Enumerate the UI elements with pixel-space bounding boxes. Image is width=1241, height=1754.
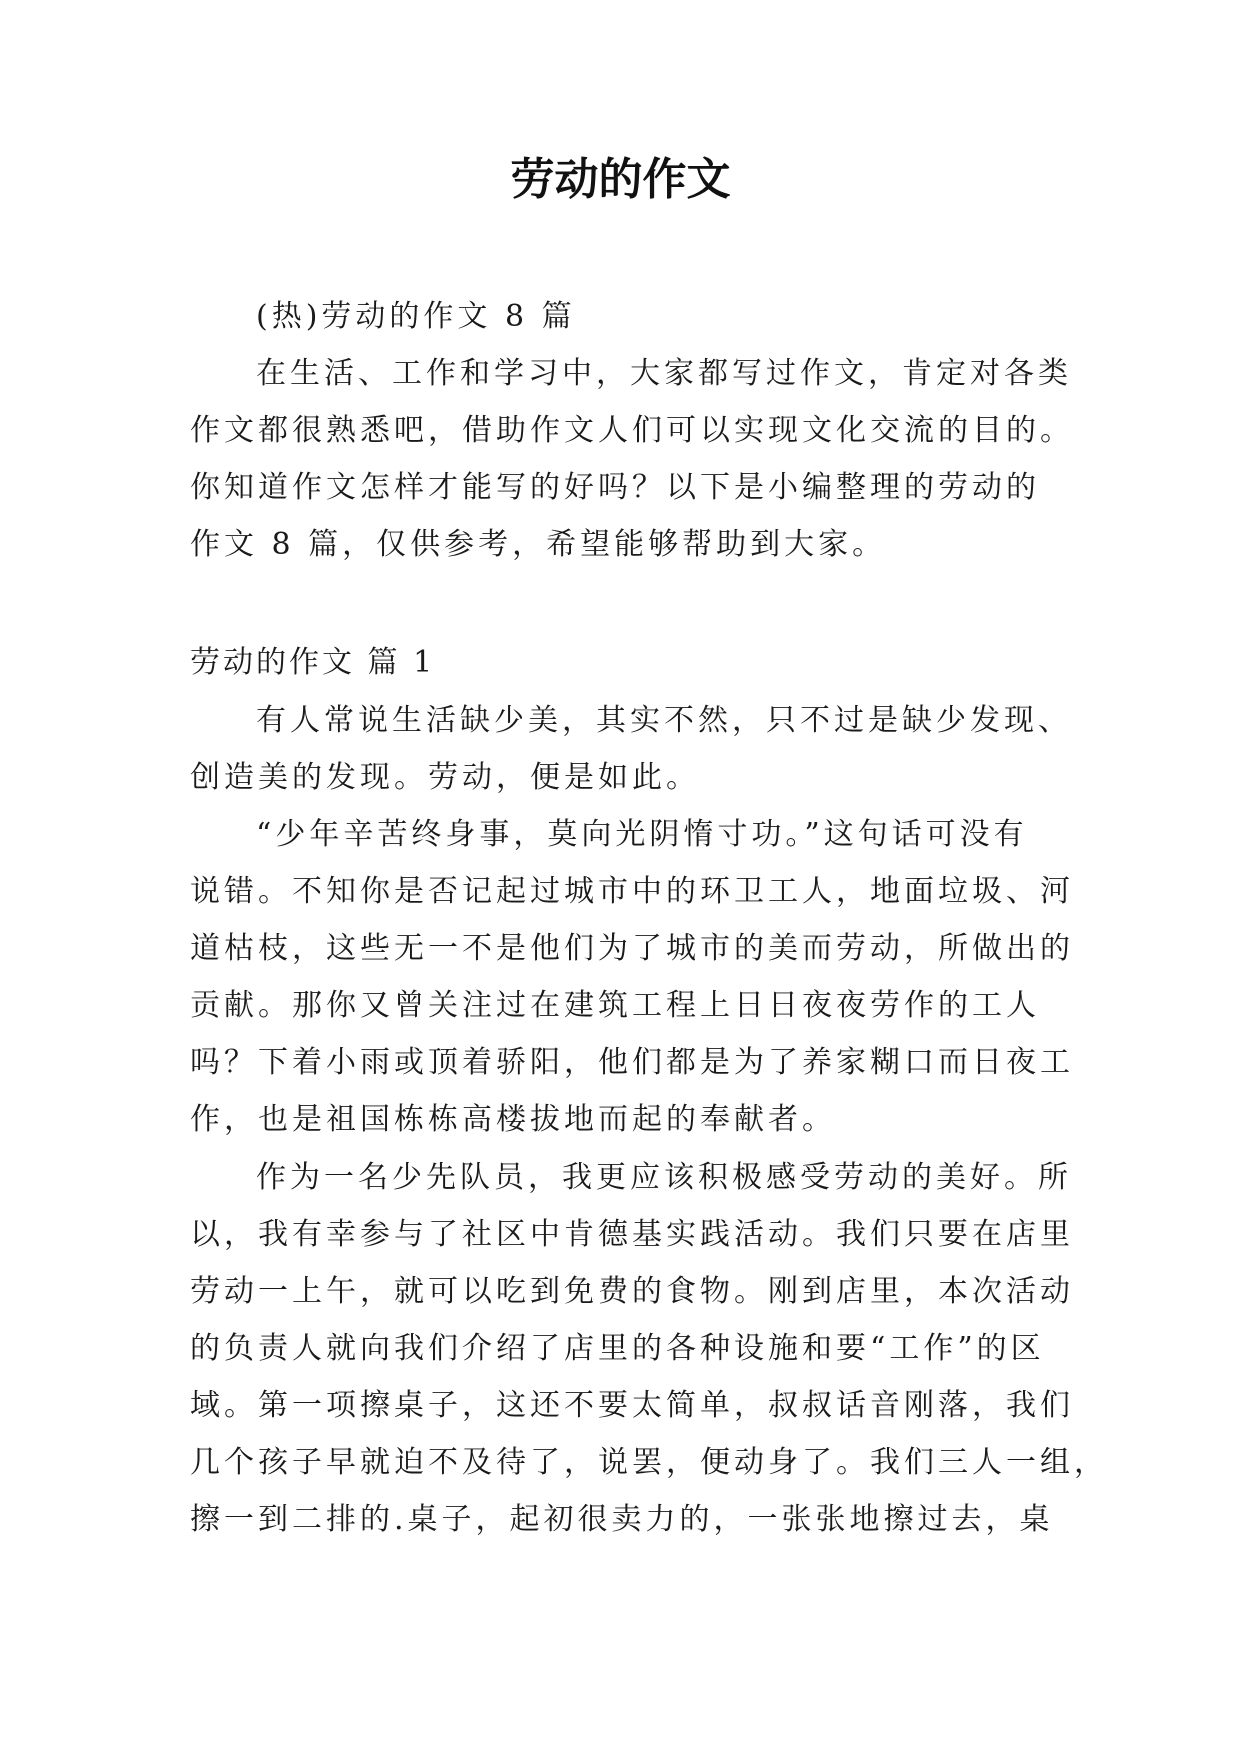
body-line: 劳动一上午，就可以吃到免费的食物。刚到店里，本次活动 [190,1274,1074,1309]
body-line: 贡献。那你又曾关注过在建筑工程上日日夜夜劳作的工人 [190,988,1040,1023]
body-line: 作为一名少先队员，我更应该积极感受劳动的美好。所 [256,1160,1072,1195]
body-line: 有人常说生活缺少美，其实不然，只不过是缺少发现、 [256,703,1072,738]
body-line: 作，也是祖国栋栋高楼拔地而起的奉献者。 [190,1102,836,1137]
body-line: “少年辛苦终身事，莫向光阴惰寸功。”这句话可没有 [256,817,1028,852]
body-line: 创造美的发现。劳动，便是如此。 [190,760,700,795]
document-title: 劳动的作文 [510,154,731,205]
body-line: 域。第一项擦桌子，这还不要太简单，叔叔话音刚落，我们 [190,1388,1074,1423]
body-line: 道枯枝，这些无一不是他们为了城市的美而劳动，所做出的 [190,931,1074,966]
body-line: 以，我有幸参与了社区中肯德基实践活动。我们只要在店里 [190,1217,1074,1252]
intro-line: 作文 8 篇，仅供参考，希望能够帮助到大家。 [190,527,887,562]
body-line: 几个孩子早就迫不及待了，说罢，便动身了。我们三人一组， [190,1445,1108,1480]
section-heading: 劳动的作文 篇 1 [190,645,436,680]
intro-line: 在生活、工作和学习中，大家都写过作文，肯定对各类 [256,356,1072,391]
body-line: 擦一到二排的.桌子，起初很卖力的，一张张地擦过去，桌 [190,1502,1054,1537]
body-line: 的负责人就向我们介绍了店里的各种设施和要“工作”的区 [190,1331,1045,1366]
intro-line: 作文都很熟悉吧，借助作文人们可以实现文化交流的目的。 [190,413,1074,448]
intro-line: 你知道作文怎样才能写的好吗？以下是小编整理的劳动的 [190,470,1040,505]
document-subtitle: (热)劳动的作文 8 篇 [256,299,576,334]
body-line: 说错。不知你是否记起过城市中的环卫工人，地面垃圾、河 [190,874,1074,909]
body-line: 吗？下着小雨或顶着骄阳，他们都是为了养家糊口而日夜工 [190,1045,1074,1080]
